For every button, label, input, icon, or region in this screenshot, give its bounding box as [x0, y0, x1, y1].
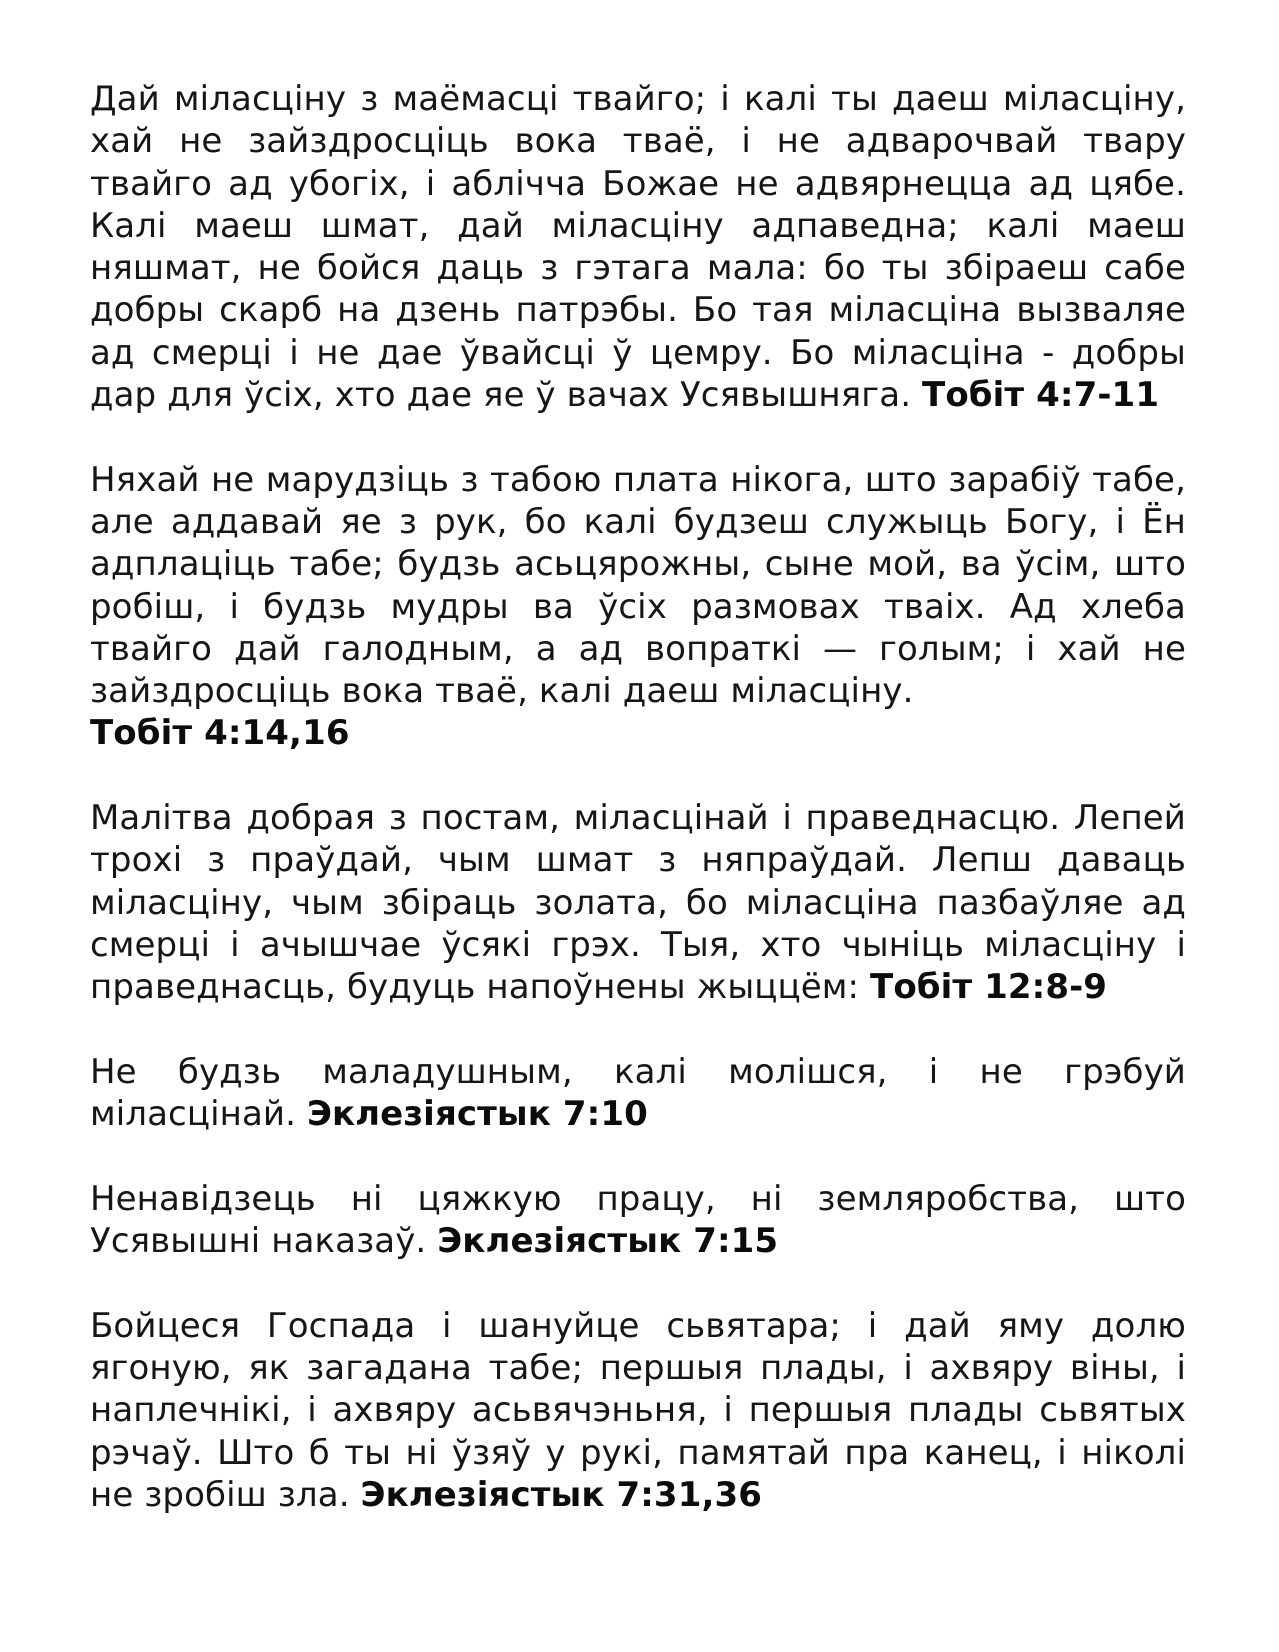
passage-text: Дай міласціну з маёмасці твайго; і калі ты даеш міласціну, хай не зайздросціць вока тваё, і не адварочвай твару твайго ад убогіх, і аблічча Божае не адвярнецца ад цябе. Калі маеш шмат, дай міласціну адпаведна; калі маеш няшмат, не бойся даць з гэтага мала: бо ты збіраеш сабе добры скарб на дзень патрэбы. Бо тая міласціна вызваляе ад смерці і не дае ўвайсці ў цемру. Бо міласціна - добры дар для ўсіх, хто дае яе ў вачах Усявышняга. — [90, 79, 1186, 416]
scripture-reference: Эклезіястык 7:15 — [437, 1221, 779, 1262]
passage-text: Ненавідзець ні цяжкую працу, ні земляробства, што Усявышні наказаў. — [90, 1178, 1186, 1262]
passage-text: Бойцеся Госпада і шануйце сьвятара; і дай яму долю ягоную, як загадана табе; першыя плады, і ахвяру віны, і наплечнікі, і ахвяру асьвячэньня, і першыя плады сьвятых рэчаў. Што б ты ні ўзяў у рукі, памятай пра канец, і ніколі не зробіш зла. — [90, 1305, 1186, 1515]
scripture-reference: Тобіт 12:8-9 — [870, 967, 1108, 1008]
passage-sirach-7-15 — [90, 1178, 1186, 1263]
document-page — [90, 78, 1186, 1558]
passage-text: Малітва добрая з постам, міласцінай і праведнасцю. Лепей трохі з праўдай, чым шмат з няпраўдай. Лепш даваць міласціну, чым збіраць золата, бо міласціна пазбаўляе ад смерці і ачышчае ўсякі грэх. Тыя, хто чыніць міласціну і праведнасць, будуць напоўнены жыццём: — [90, 798, 1186, 1008]
passage-tobit-4-14 — [90, 459, 1186, 755]
scripture-reference: Эклезіястык 7:10 — [306, 1094, 648, 1135]
passage-sirach-7-31 — [90, 1305, 1186, 1516]
passage-text: Не будзь маладушным, калі молішся, і не грэбуй міласцінай. — [90, 1051, 1186, 1135]
passage-tobit-12-8 — [90, 797, 1186, 1008]
scripture-reference: Эклезіястык 7:31,36 — [360, 1474, 762, 1515]
passage-tobit-4-7 — [90, 78, 1186, 416]
passage-text: Няхай не марудзіць з табою плата нікога, што зарабіў табе, але аддавай яе з рук, бо калі будзеш служыць Богу, і Ён адплаціць табе; будзь асьцярожны, сыне мой, ва ўсім, што робіш, і будзь мудры ва ўсіх размовах тваіх. Ад хлеба твайго дай галодным, а ад вопраткі — голым; і хай не зайздросціць вока тваё, калі даеш міласціну. — [90, 459, 1186, 712]
scripture-reference: Тобіт 4:7-11 — [922, 375, 1160, 416]
passage-sirach-7-10 — [90, 1051, 1186, 1136]
scripture-reference: Тобіт 4:14,16 — [90, 713, 350, 754]
